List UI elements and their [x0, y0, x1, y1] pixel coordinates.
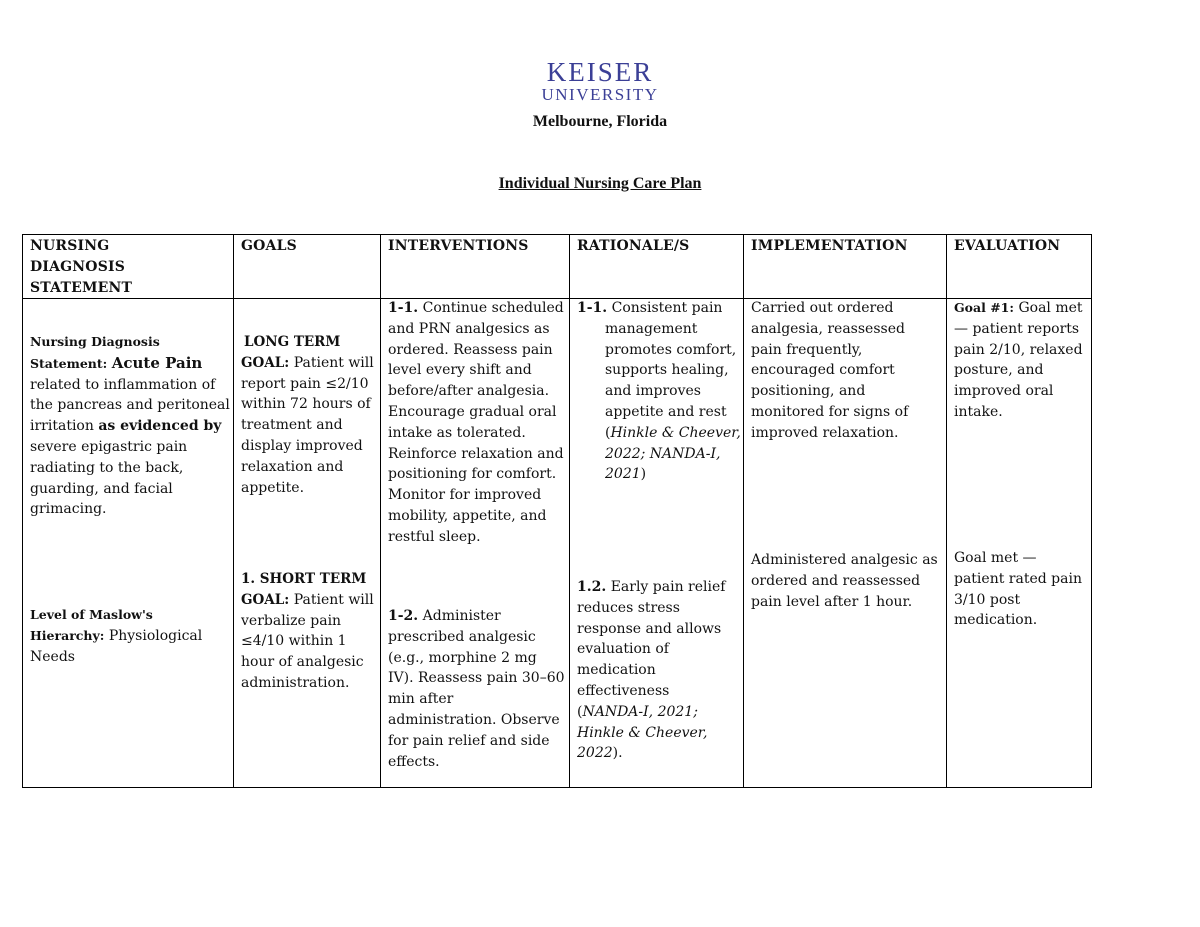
- intervention-1-2-label: 1-2.: [388, 608, 419, 624]
- intervention-1-1-label: 1-1.: [388, 300, 419, 316]
- long-term-goal-label: LONG TERM GOAL:: [241, 334, 341, 371]
- rationale-1-1-citation: Hinkle & Cheever, 2022; NANDA-I, 2021: [605, 424, 741, 483]
- table-border-bottom: [22, 787, 1092, 788]
- university-logo: [0, 58, 1200, 103]
- maslow-value: Physiological Needs: [30, 627, 203, 665]
- implementation-2: Administered analgesic as ordered and reassessed pain level after 1 hour.: [751, 552, 938, 610]
- maslow-level: [30, 605, 225, 667]
- intervention-1-2-text: Administer prescribed analgesic (e.g., morphine 2 mg IV). Reassess pain 30–60 min after administration. Observe for pain relief and side effects.: [388, 608, 565, 770]
- implementation-1: Carried out ordered analgesia, reassessed pain frequently, encouraged comfort positioning, and monitored for signs of improved relaxation.: [751, 300, 909, 441]
- table-border-left: [22, 234, 23, 788]
- diagnosis-statement: [30, 332, 230, 520]
- rationale-1-2: [577, 577, 737, 764]
- logo-subtitle: UNIVERSITY: [541, 85, 659, 104]
- intervention-1-1-text: Continue scheduled and PRN analgesics as ordered. Reassess pain level every shift and before/after analgesia. Encourage gradual oral intake as tolerated. Reinforce relaxation and positioning for comfort. Monitor for improved mobility, appetite, and restful sleep.: [388, 300, 564, 545]
- diagnosis-related: related to inflammation of the pancreas and peritoneal irritation: [30, 376, 230, 435]
- rationale-1-1-end: ): [640, 466, 647, 483]
- column-divider: [946, 234, 947, 788]
- long-term-goal: [241, 332, 375, 498]
- diagnosis-aeb: severe epigastric pain radiating to the back, guarding, and facial grimacing.: [30, 438, 188, 518]
- diagnosis-problem: Acute Pain: [111, 353, 203, 372]
- table-border-right: [1091, 234, 1092, 788]
- page-title: Individual Nursing Care Plan: [498, 175, 702, 192]
- rationale-1-2-end: ).: [612, 745, 623, 762]
- intervention-1-1: [388, 298, 566, 548]
- column-divider: [233, 234, 234, 788]
- rationale-1-2-text: Early pain relief reduces stress response and allows evaluation of medication effectiveness (: [577, 579, 726, 720]
- column-divider: [380, 234, 381, 788]
- intervention-1-2: [388, 606, 566, 772]
- column-divider: [569, 234, 570, 788]
- header-evaluation: EVALUATION: [954, 238, 1061, 254]
- long-term-goal-text: Patient will report pain ≤2/10 within 72 hours of treatment and display improved relaxation and appetite.: [241, 354, 374, 496]
- diagnosis-label: Nursing Diagnosis Statement:: [30, 334, 160, 371]
- diagnosis-aeb-label: as evidenced by: [98, 418, 222, 435]
- rationale-1-2-citation: NANDA-I, 2021; Hinkle & Cheever, 2022: [577, 703, 708, 762]
- rationale-1-2-label: 1.2.: [577, 579, 607, 595]
- rationale-1-1: [577, 298, 744, 485]
- short-term-goal-text: Patient will verbalize pain ≤4/10 within 1 hour of analgesic administration.: [241, 591, 374, 691]
- header-diagnosis: NURSING DIAGNOSIS STATEMENT: [30, 238, 133, 296]
- short-term-goal-label: 1. SHORT TERM GOAL:: [241, 571, 367, 608]
- evaluation-1-label: Goal #1:: [954, 300, 1014, 315]
- table-border-top: [22, 234, 1092, 235]
- evaluation-1-text: Goal met — patient reports pain 2/10, relaxed posture, and improved oral intake.: [954, 300, 1083, 420]
- logo-wordmark: KEISER: [546, 57, 654, 87]
- maslow-label: Level of Maslow's Hierarchy:: [30, 607, 153, 643]
- header-interventions: INTERVENTIONS: [388, 238, 529, 254]
- short-term-goal: [241, 569, 375, 694]
- evaluation-1: [954, 298, 1088, 423]
- rationale-1-1-text: Consistent pain management promotes comfort, supports healing, and improves appetite and rest (: [605, 300, 737, 441]
- evaluation-2: Goal met — patient rated pain 3/10 post medication.: [954, 550, 1082, 629]
- rationale-1-1-label: 1-1.: [577, 300, 608, 316]
- campus-location: Melbourne, Florida: [532, 113, 668, 130]
- header-rationale: RATIONALE/S: [577, 238, 690, 254]
- care-plan-table: [22, 234, 1092, 788]
- header-goals: GOALS: [241, 238, 297, 254]
- header-implementation: IMPLEMENTATION: [751, 238, 908, 254]
